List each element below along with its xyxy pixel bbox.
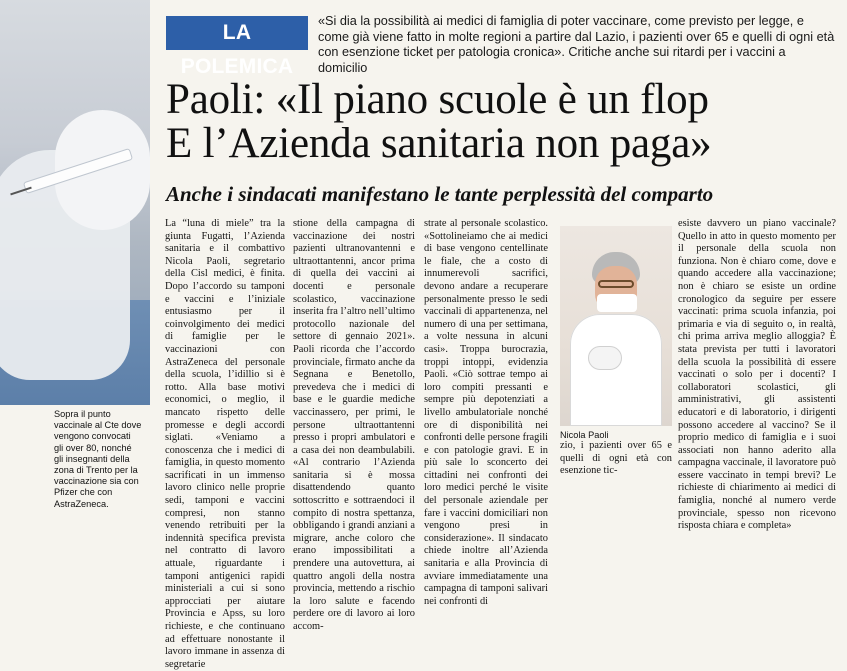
headline-line-1: Paoli: «Il piano scuole è un flop xyxy=(166,76,709,123)
subheadline: Anche i sindacati manifestano le tante perplessità del comparto xyxy=(166,182,714,206)
portrait-hand xyxy=(588,346,622,370)
article-text-5: zio, i pazienti over 65 e quelli di ogni età con esenzione tic- xyxy=(560,440,672,477)
section-kicker: LA POLEMICA xyxy=(166,16,308,50)
article-text-1: La “luna di miele” tra la giunta Fugatti, l’Azienda sanitaria e il combattivo Nicola Paoli, segretario della Cisl medici, è finita. Dopo l’accordo su tamponi e vaccini e l’iniziale entusiasmo per il coinvolgimento dei medici di famiglie per le vaccinazioni con AstraZeneca del personale della scuola, l’idillio si è rotto. Alla base motivi economici, o meglio, il mancato rispetto delle promesse e degli accordi siglati. «Veniamo a conoscenza che i medici di famiglia, in questo momento sacrificati in un immenso lavoro clinico nelle proprie sedi, tamponi e vaccini compresi, non stanno venendo retribuiti per la indennità specifica prevista nel contratto di lavoro attuale, riguardante i tamponi antigenici rapidi ministeriali a cui si sono approcciati per aiutare Provincia e Apss, su loro richieste, e che continuano ad effettuare nonostante il lavoro immane in assenza di segretarie xyxy=(165,218,285,670)
photo-caption-right: Nicola Paoli xyxy=(560,430,609,440)
article-text-3: strate al personale scolastico. «Sottolineiamo che ai medici di base vengono centellinate le fiale, che a costo di innumerevoli sacrifici, devono andare a recuperare personalmente presso le sedi vaccinali di appartenenza, nel numero di una per settimana, a volte nessuna in alcuni casi». Troppa burocrazia, troppi intoppi, evidenzia Paoli. «Ciò sottrae tempo ai loro compiti pressanti e sempre più depotenziati a livello ambulatoriale nonché ore di disponibilità nei confronti delle persone fragili e con patologie gravi. E in più sale lo sconcerto dei cittadini nei confronti dei loro medici perché le visite del personale aziendale per fare i vaccini domiciliari non vengono presi in considerazione». Il sindacato chiede inoltre all’Azienda sanitaria e alla Provincia di avviare immediatamente una campagna di tamponi salivari nei confronti di xyxy=(424,218,548,607)
portrait-suit xyxy=(570,314,662,426)
mask-icon xyxy=(597,294,637,312)
article-text-4: esiste davvero un piano vaccinale? Quello in atto in questo momento per il personale della scuola non funziona. Non è chiaro come, dove e quando accedere alla vaccinazione; non è chiaro se esiste un ordine cronologico da seguire per essere vaccinati: prima scuola infanzia, poi primaria e via di seguito o, in realtà, chi prima arriva meglio alloggia? È stata prevista per tutti i lavoratori della scuola la possibilità di essere vaccinati o solo per i docenti? I collaboratori scolastici, gli amministrativi, gli assistenti educatori e di laboratorio, i dirigenti possono accedere al vaccino? Se il proprio medico di famiglia e i suoi associati non hanno aderito alla campagna vaccinale, il lavoratore può essere vaccinato in tempi brevi? Le richieste di chiarimento ai medici di famiglia, nonché al numero verde provinciale, spesso non ricevono risposta chiara e completa» xyxy=(678,218,836,532)
standfirst: «Si dia la possibilità ai medici di famiglia di poter vaccinare, come previsto per legge, e come già viene fatto in molte regioni a partire dal Lazio, i pazienti over 65 e quelli di ogni età con esenzione ticket per patologia cronica». Critiche anche sui ritardi per i vaccini a domicilio xyxy=(318,14,835,75)
article-column-1 xyxy=(165,218,285,670)
vaccine-photo xyxy=(0,0,150,405)
portrait-photo-nicola-paoli xyxy=(560,226,672,426)
article-column-3 xyxy=(424,218,548,607)
headline-line-2: E l’Azienda sanitaria non paga» xyxy=(166,120,712,167)
article-column-5 xyxy=(560,440,672,477)
glasses-icon xyxy=(598,280,634,288)
headline xyxy=(166,78,846,166)
article-text-2: stione della campagna di vaccinazione dei nostri pazienti ultranovantenni e ultraottantenni, ancor prima di quella dei vaccini ai docenti e personale scolastico, vaccinazione inserita fra l’altro nell’ultimo protocollo nazionale del settore di gennaio 2021». Paoli ricorda che l’accordo provinciale, firmato anche da Segnana e Benetollo, prevedeva che i medici di base e le guardie mediche vaccinassero, per primi, le persone ultraottantenni presso i propri ambulatori e a casa dei non deambulabili. «Al contrario l’Azienda sanitaria si è mossa disattendendo quanto sottoscritto e sottraendoci il compito di nostra spettanza, obbligando i grandi anziani a migrare, anche coloro che erano impossibilitati a prendere una autovettura, ai quattro angoli della nostra provincia, mettendo a rischio la loro salute e facendo perdere ore di lavoro ai loro accom- xyxy=(293,218,415,632)
article-column-2 xyxy=(293,218,415,632)
photo-caption-left: Sopra il punto vaccinale al Cte dove vengono convocati gli over 80, nonché gli insegnanti della zona di Trento per la vaccinazione sia con Pfizer che con AstraZeneca. xyxy=(0,405,150,477)
article-column-4 xyxy=(678,218,836,532)
